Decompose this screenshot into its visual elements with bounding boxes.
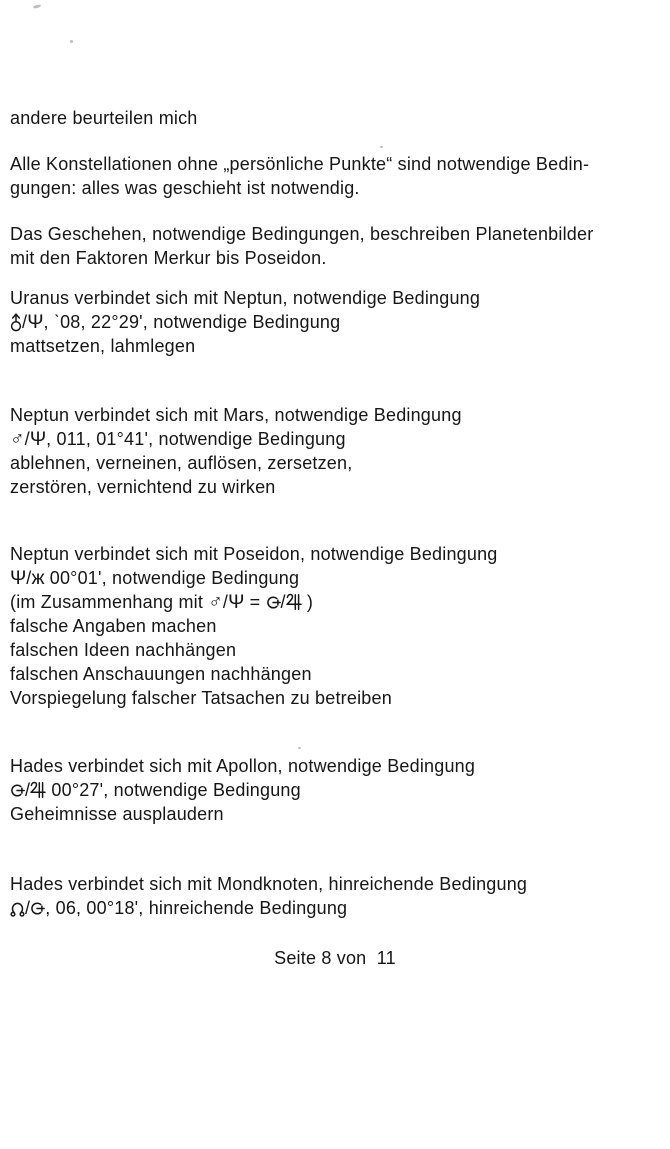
paragraph — [10, 152, 658, 200]
poseidon-icon: ж — [31, 567, 45, 589]
text-run: Neptun verbindet sich mit Mars, notwendige Bedingung — [10, 405, 462, 425]
hades-icon — [266, 590, 281, 614]
node-icon — [10, 896, 25, 920]
text-run: Uranus verbindet sich mit Neptun, notwendige Bedingung — [10, 288, 481, 308]
text-run: Geheimnisse ausplaudern — [10, 804, 224, 824]
text-run: / — [25, 898, 31, 918]
text-line — [10, 246, 658, 270]
hades-icon — [30, 896, 45, 920]
neptune-icon: Ψ — [228, 591, 245, 613]
text-line — [10, 427, 658, 451]
mars-icon: ♂ — [10, 428, 25, 450]
text-run: mit den Faktoren Merkur bis Poseidon. — [10, 248, 327, 268]
text-run: = — [244, 592, 266, 612]
text-run: / — [24, 429, 30, 449]
text-line — [10, 590, 658, 614]
text-line — [10, 662, 658, 686]
text-line — [10, 310, 658, 334]
scan-artifact — [70, 40, 73, 43]
text-run: / — [22, 312, 28, 332]
text-line — [10, 451, 658, 475]
paragraph — [10, 106, 658, 130]
apollon-icon — [286, 590, 302, 614]
text-run: falsche Angaben machen — [10, 616, 217, 636]
text-run: Hades verbindet sich mit Apollon, notwendige Bedingung — [10, 756, 476, 776]
text-line — [10, 334, 658, 358]
text-line — [10, 614, 658, 638]
text-run: ablehnen, verneinen, auflösen, zersetzen, — [10, 453, 353, 473]
text-line — [10, 686, 658, 710]
text-run: / — [25, 780, 31, 800]
text-line — [10, 872, 658, 896]
text-run: gungen: alles was geschieht ist notwendig. — [10, 178, 360, 198]
text-run: (im Zusammenhang mit — [10, 592, 209, 612]
neptune-icon: Ψ — [27, 311, 44, 333]
apollon-icon — [30, 778, 46, 802]
text-run: falschen Ideen nachhängen — [10, 640, 237, 660]
text-run: Alle Konstellationen ohne „persönliche Punkte“ sind notwendige Bedin- — [10, 154, 590, 174]
text-run: / — [222, 592, 229, 612]
neptune-icon: Ψ — [29, 428, 47, 450]
text-run: mattsetzen, lahmlegen — [10, 336, 196, 356]
paragraph — [10, 754, 658, 826]
mars-icon: ♂ — [208, 591, 223, 613]
text-line — [10, 403, 658, 427]
text-line — [10, 778, 658, 802]
paragraph — [10, 403, 658, 499]
text-line — [10, 542, 658, 566]
text-run: ) — [301, 592, 314, 612]
text-line — [10, 222, 658, 246]
scan-artifact — [380, 146, 383, 148]
text-line — [10, 802, 658, 826]
text-run: / — [280, 592, 286, 612]
text-run: , 011, 01°41', notwendige Bedingung — [46, 429, 346, 449]
text-run: Hades verbindet sich mit Mondknoten, hinreichende Bedingung — [10, 874, 528, 894]
text-run: Vorspiegelung falscher Tatsachen zu betreiben — [10, 688, 392, 708]
text-run: 00°27', notwendige Bedingung — [46, 780, 301, 800]
paragraph — [10, 286, 658, 358]
text-line — [10, 176, 658, 200]
text-run: zerstören, vernichtend zu wirken — [10, 477, 276, 497]
neptune-icon: Ψ — [10, 567, 27, 589]
text-line — [10, 152, 658, 176]
text-line — [10, 754, 658, 778]
text-run: / — [26, 568, 32, 588]
text-line — [10, 896, 658, 920]
hades-icon — [10, 778, 25, 802]
paragraph — [10, 872, 658, 920]
uranus-icon — [10, 310, 22, 334]
text-line — [10, 286, 658, 310]
text-line — [10, 566, 658, 590]
text-run: , 06, 00°18', hinreichende Bedingung — [45, 898, 348, 918]
text-run: andere beurteilen mich — [10, 108, 198, 128]
text-run: falschen Anschauungen nachhängen — [10, 664, 312, 684]
paragraph — [10, 222, 658, 270]
text-run: 00°01', notwendige Bedingung — [44, 568, 300, 588]
text-line — [10, 638, 658, 662]
scan-artifact — [298, 747, 301, 749]
text-run: , ˋ08, 22°29', notwendige Bedingung — [43, 312, 341, 332]
text-run: Neptun verbindet sich mit Poseidon, notwendige Bedingung — [10, 544, 498, 564]
text-line — [10, 475, 658, 499]
page-number-footer: Seite 8 von 11 — [274, 948, 396, 968]
text-line — [10, 106, 658, 130]
text-run: Das Geschehen, notwendige Bedingungen, beschreiben Planetenbilder — [10, 224, 594, 244]
paragraph — [10, 542, 658, 710]
